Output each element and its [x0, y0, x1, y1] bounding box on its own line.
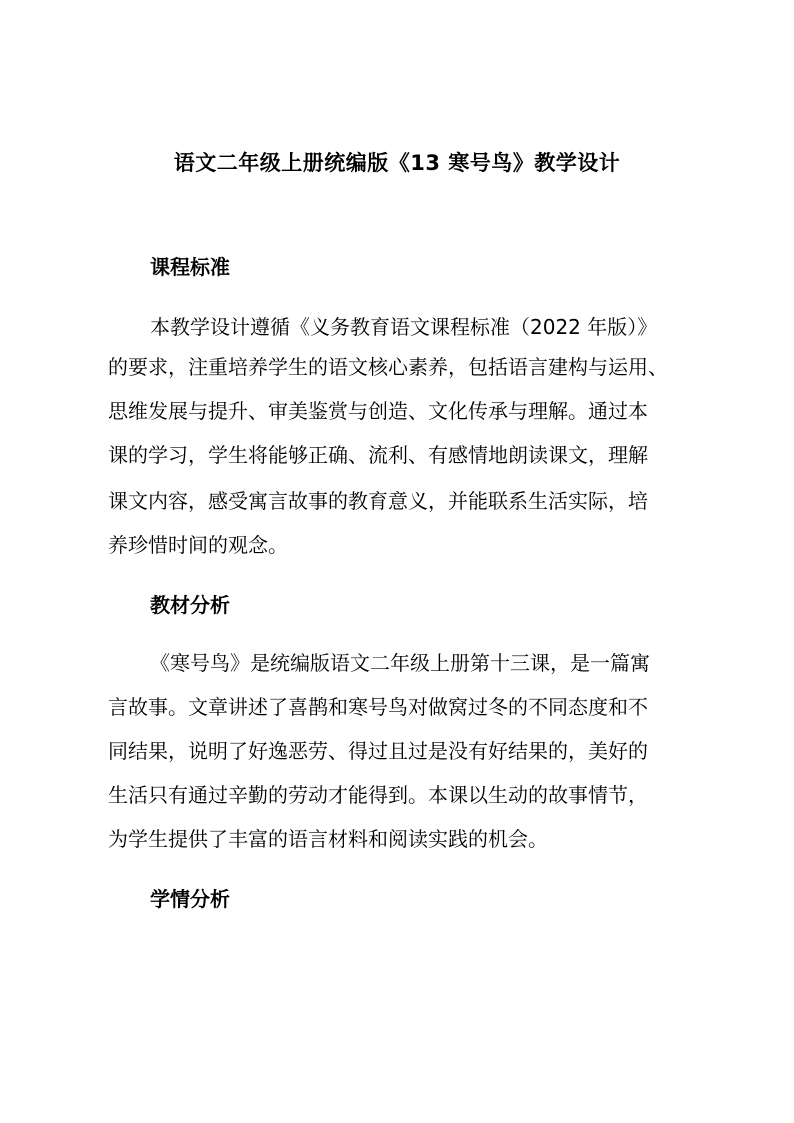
section-heading-textbook-analysis: 教材分析: [150, 593, 230, 617]
paragraph-line: 养珍惜时间的观念。: [108, 533, 288, 557]
paragraph-line: 言故事。文章讲述了喜鹊和寒号鸟对做窝过冬的不同态度和不: [108, 695, 648, 719]
paragraph-line: 同结果，说明了好逸恶劳、得过且过是没有好结果的，美好的: [108, 739, 648, 763]
paragraph-line: 生活只有通过辛勤的劳动才能得到。本课以生动的故事情节，: [108, 783, 648, 807]
paragraph-line: 本教学设计遵循《义务教育语文课程标准（2022 年版）》: [150, 315, 658, 339]
paragraph-line: 课文内容，感受寓言故事的教育意义，并能联系生活实际，培: [108, 489, 648, 513]
paragraph-line: 《寒号鸟》是统编版语文二年级上册第十三课，是一篇寓: [150, 651, 650, 675]
paragraph-line: 的要求，注重培养学生的语文核心素养，包括语言建构与运用、: [108, 355, 668, 379]
document-title: 语文二年级上册统编版《13 寒号鸟》教学设计: [173, 151, 621, 175]
paragraph-line: 思维发展与提升、审美鉴赏与创造、文化传承与理解。通过本: [108, 399, 648, 423]
section-heading-curriculum-standard: 课程标准: [150, 255, 230, 279]
paragraph-line: 课的学习，学生将能够正确、流利、有感情地朗读课文，理解: [108, 443, 648, 467]
section-heading-learner-analysis: 学情分析: [150, 887, 230, 911]
paragraph-line: 为学生提供了丰富的语言材料和阅读实践的机会。: [108, 827, 548, 851]
